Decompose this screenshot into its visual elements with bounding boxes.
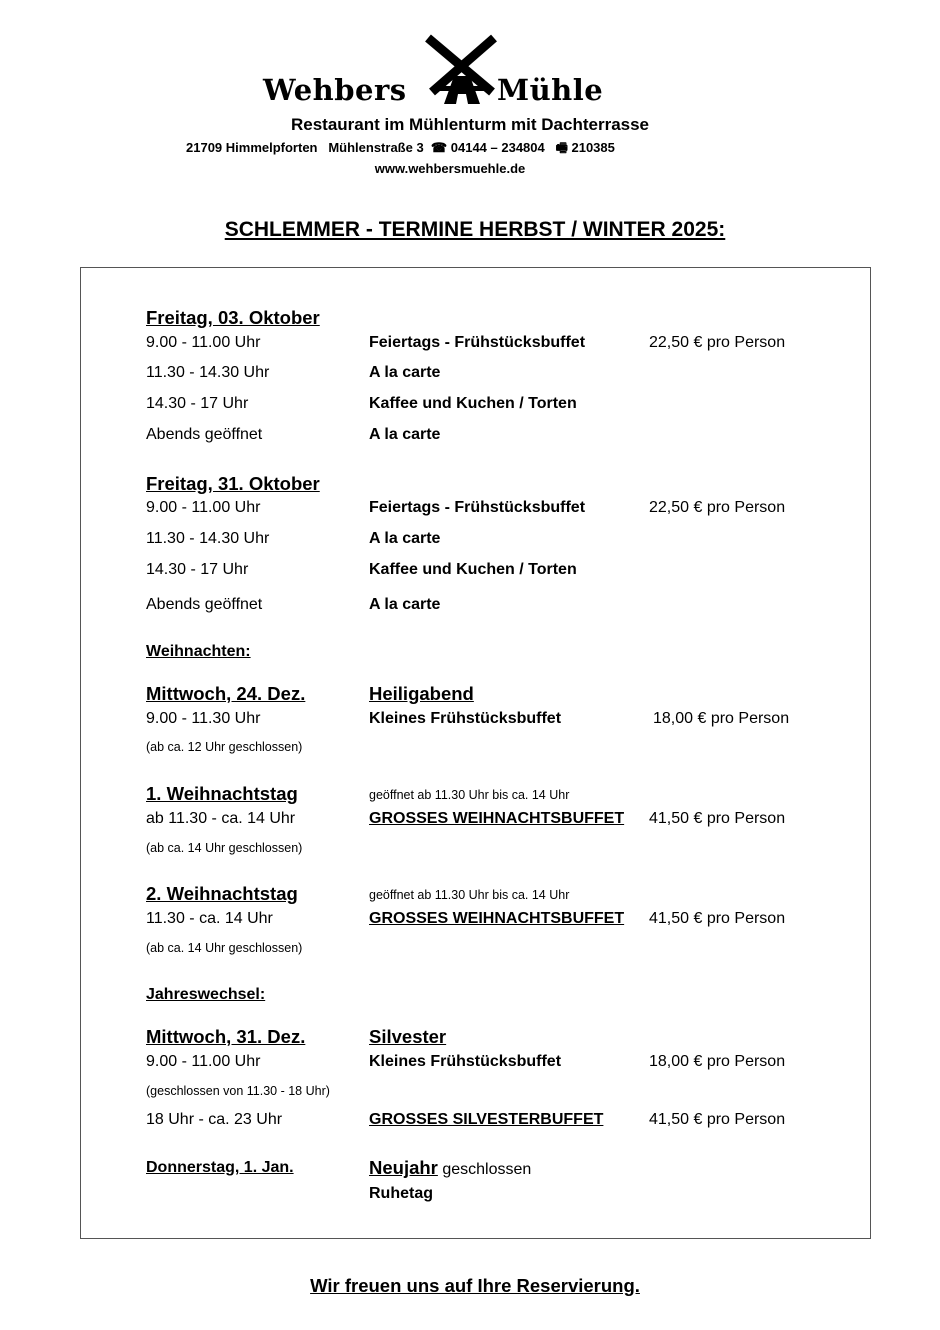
time: 18 Uhr - ca. 23 Uhr bbox=[146, 1111, 283, 1128]
price: 18,00 € pro Person bbox=[653, 710, 790, 727]
event-name: Heiligabend bbox=[369, 683, 474, 704]
address-line bbox=[186, 141, 615, 154]
day-heading: Donnerstag, 1. Jan. bbox=[146, 1159, 294, 1176]
offer: GROSSES WEIHNACHTSBUFFET bbox=[369, 810, 625, 827]
offer: A la carte bbox=[369, 530, 441, 547]
day-heading: Mittwoch, 24. Dez. bbox=[146, 683, 306, 704]
offer: Kleines Frühstücksbuffet bbox=[369, 1053, 562, 1070]
time: Abends geöffnet bbox=[146, 426, 263, 443]
time: ab 11.30 - ca. 14 Uhr bbox=[146, 810, 296, 827]
offer: GROSSES WEIHNACHTSBUFFET bbox=[369, 910, 625, 927]
fax: 210385 bbox=[571, 140, 615, 155]
event-name: Neujahr bbox=[369, 1157, 438, 1178]
page-title: SCHLEMMER - TERMINE HERBST / WINTER 2025: bbox=[224, 218, 726, 241]
price: 41,50 € pro Person bbox=[649, 810, 786, 827]
price: 22,50 € pro Person bbox=[649, 334, 786, 351]
windmill-logo-icon bbox=[422, 34, 502, 104]
time: 9.00 - 11.00 Uhr bbox=[146, 334, 261, 351]
phone-icon: ☎ bbox=[427, 140, 448, 155]
logo-text-right: Mühle bbox=[497, 73, 604, 107]
offer: A la carte bbox=[369, 426, 441, 443]
day-heading: 2. Weihnachtstag bbox=[146, 883, 298, 904]
time: 14.30 - 17 Uhr bbox=[146, 395, 249, 412]
section-heading: Jahreswechsel: bbox=[146, 986, 266, 1003]
time: 11.30 - ca. 14 Uhr bbox=[146, 910, 273, 927]
price: 18,00 € pro Person bbox=[649, 1053, 786, 1070]
offer: A la carte bbox=[369, 364, 441, 381]
time: 9.00 - 11.00 Uhr bbox=[146, 499, 261, 516]
subtitle: Restaurant im Mühlenturm mit Dachterrasse bbox=[290, 115, 650, 134]
offer: Feiertags - Frühstücksbuffet bbox=[369, 334, 586, 351]
time: 11.30 - 14.30 Uhr bbox=[146, 364, 270, 381]
offer: A la carte bbox=[369, 596, 441, 613]
status: geschlossen bbox=[437, 1161, 532, 1178]
offer: GROSSES SILVESTERBUFFET bbox=[369, 1111, 604, 1128]
website[interactable]: www.wehbersmuehle.de bbox=[374, 161, 526, 176]
time: Abends geöffnet bbox=[146, 596, 263, 613]
note: (ab ca. 14 Uhr geschlossen) bbox=[146, 841, 303, 855]
offer: Feiertags - Frühstücksbuffet bbox=[369, 499, 586, 516]
fax-icon: 🖷 bbox=[548, 140, 568, 155]
day-heading: Freitag, 31. Oktober bbox=[146, 473, 320, 494]
price: 41,50 € pro Person bbox=[649, 1111, 786, 1128]
time: 9.00 - 11.30 Uhr bbox=[146, 710, 261, 727]
note: Ruhetag bbox=[369, 1185, 433, 1202]
price: 22,50 € pro Person bbox=[649, 499, 786, 516]
hours: geöffnet ab 11.30 Uhr bis ca. 14 Uhr bbox=[369, 788, 570, 802]
note: (ab ca. 12 Uhr geschlossen) bbox=[146, 740, 303, 754]
hours: geöffnet ab 11.30 Uhr bis ca. 14 Uhr bbox=[369, 888, 570, 902]
time: 9.00 - 11.00 Uhr bbox=[146, 1053, 261, 1070]
note: (ab ca. 14 Uhr geschlossen) bbox=[146, 941, 303, 955]
logo-text-left: Wehbers bbox=[263, 73, 407, 107]
footer-note: Wir freuen uns auf Ihre Reservierung. bbox=[310, 1275, 640, 1296]
offer: Kaffee und Kuchen / Torten bbox=[369, 395, 577, 412]
note: (geschlossen von 11.30 - 18 Uhr) bbox=[146, 1084, 330, 1098]
section-heading: Weihnachten: bbox=[146, 643, 251, 660]
offer: Kleines Frühstücksbuffet bbox=[369, 710, 562, 727]
offer: Kaffee und Kuchen / Torten bbox=[369, 561, 577, 578]
phone: 04144 – 234804 bbox=[450, 140, 545, 155]
day-heading: 1. Weihnachtstag bbox=[146, 783, 298, 804]
event-line bbox=[369, 1159, 531, 1178]
day-heading: Mittwoch, 31. Dez. bbox=[146, 1026, 306, 1047]
address: 21709 Himmelpforten Mühlenstraße 3 bbox=[186, 140, 424, 155]
price: 41,50 € pro Person bbox=[649, 910, 786, 927]
time: 11.30 - 14.30 Uhr bbox=[146, 530, 270, 547]
time: 14.30 - 17 Uhr bbox=[146, 561, 249, 578]
day-heading: Freitag, 03. Oktober bbox=[146, 307, 320, 328]
event-name: Silvester bbox=[369, 1026, 447, 1047]
